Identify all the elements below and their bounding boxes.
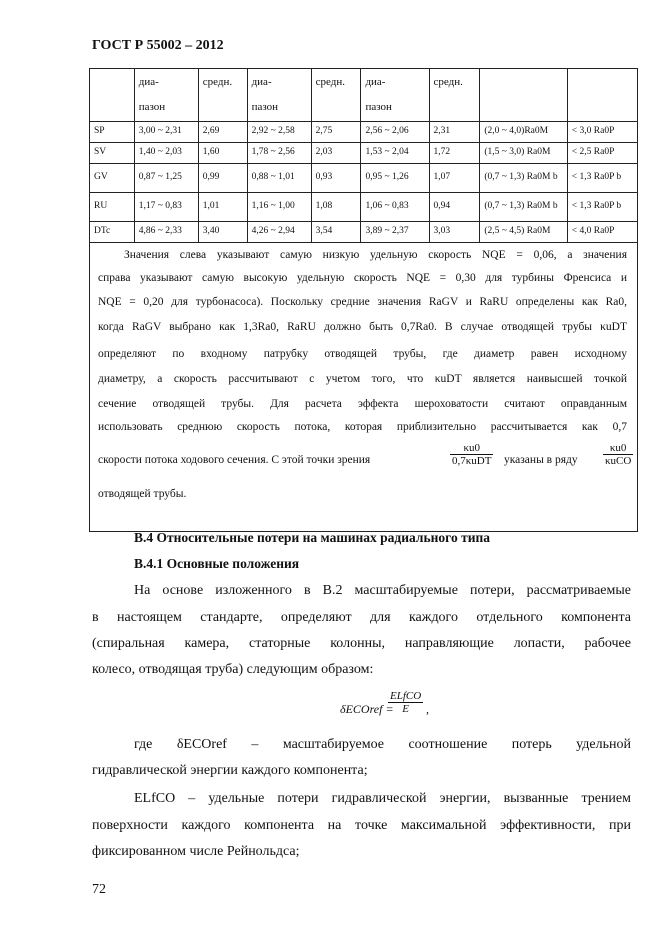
- range-cell: 4,86 ~ 2,33: [134, 222, 198, 243]
- mean-cell: 2,31: [429, 122, 480, 143]
- fraction-numerator: κu0: [603, 442, 633, 455]
- table-header-row: [90, 69, 638, 122]
- row-name: SV: [90, 143, 135, 164]
- fraction: [450, 442, 493, 467]
- note-line: указаны в ряду: [504, 454, 578, 466]
- table-row: [90, 143, 638, 164]
- range-cell: 0,87 ~ 1,25: [134, 164, 198, 193]
- range-cell: 0,95 ~ 1,26: [361, 164, 429, 193]
- page-number: 72: [92, 882, 106, 897]
- note-line: использовать среднюю скорость потока, которая приблизительно рассчитывается как 0,7: [98, 421, 627, 433]
- model-ra-cell: (1,5 ~ 3,0) Ra0M: [480, 143, 567, 164]
- header-cell-empty: [480, 69, 567, 122]
- range-cell: 4,26 ~ 2,94: [247, 222, 311, 243]
- table-row: [90, 122, 638, 143]
- mean-cell: 1,72: [429, 143, 480, 164]
- fraction-denominator: κuCO: [605, 455, 632, 467]
- range-cell: 1,06 ~ 0,83: [361, 193, 429, 222]
- range-cell: 1,17 ~ 0,83: [134, 193, 198, 222]
- fraction-denominator: 0,7κuDT: [452, 455, 492, 467]
- formula-comma: ,: [426, 702, 429, 716]
- table-row: [90, 164, 638, 193]
- model-ra-cell: (2,0 ~ 4,0)Ra0M: [480, 122, 567, 143]
- subsection-title: В.4.1 Основные положения: [134, 556, 300, 571]
- definition-line: фиксированном числе Рейнольдса;: [92, 844, 300, 859]
- header-cell: диа- пазон: [247, 69, 311, 122]
- range-cell: 1,53 ~ 2,04: [361, 143, 429, 164]
- paragraph-line: На основе изложенного в В.2 масштабируемые потери, рассматриваемые: [134, 583, 631, 598]
- mean-cell: 0,94: [429, 193, 480, 222]
- definition-line: где δECOref – масштабируемое соотношение потерь удельной: [134, 737, 631, 752]
- header-cell-empty: [567, 69, 637, 122]
- formula-denominator: E: [402, 703, 409, 715]
- roughness-table: [89, 68, 638, 532]
- model-ra-cell: (0,7 ~ 1,3) Ra0M b: [480, 164, 567, 193]
- mean-cell: 3,03: [429, 222, 480, 243]
- mean-cell: 0,93: [311, 164, 361, 193]
- header-cell-empty: [90, 69, 135, 122]
- note-line: сечение отводящей трубы. Для расчета эффекта шероховатости считают оправданным: [98, 398, 627, 410]
- range-cell: 1,40 ~ 2,03: [134, 143, 198, 164]
- formula-lhs: δECOref =: [340, 702, 394, 716]
- mean-cell: 2,75: [311, 122, 361, 143]
- section-title: В.4 Относительные потери на машинах радиального типа: [134, 530, 491, 545]
- header-cell: средн.: [198, 69, 247, 122]
- mean-cell: 1,01: [198, 193, 247, 222]
- table-note: [94, 244, 633, 530]
- note-line: скорости потока ходового сечения. С этой точки зрения: [98, 454, 371, 466]
- paragraph-line: колесо, отводящая труба) следующим образом:: [92, 662, 374, 677]
- fraction-numerator: κu0: [450, 442, 493, 455]
- note-line: когда RaGV выбрано как 1,3Ra0, RaRU должно быть 0,7Ra0. В случае отводящей трубы κuDT: [98, 321, 627, 333]
- mean-cell: 3,54: [311, 222, 361, 243]
- formula-numerator: ELfCO: [390, 690, 422, 702]
- note-line: NQE = 0,20 для турбонасоса). Поскольку средние значения RaGV и RaRU определены как Ra0,: [98, 296, 627, 308]
- fraction: [603, 442, 633, 467]
- header-cell: диа- пазон: [361, 69, 429, 122]
- model-ra-cell: (2,5 ~ 4,5) Ra0M: [480, 222, 567, 243]
- paragraph-line: (спиральная камера, статорные колонны, направляющие лопасти, рабочее: [92, 636, 631, 651]
- mean-cell: 0,99: [198, 164, 247, 193]
- model-ra-cell: (0,7 ~ 1,3) Ra0M b: [480, 193, 567, 222]
- table-note-cell: [90, 243, 638, 532]
- mean-cell: 1,07: [429, 164, 480, 193]
- prototype-ra-cell: < 3,0 Ra0P: [567, 122, 637, 143]
- mean-cell: 2,69: [198, 122, 247, 143]
- table-row: [90, 193, 638, 222]
- range-cell: 3,89 ~ 2,37: [361, 222, 429, 243]
- row-name: SP: [90, 122, 135, 143]
- row-name: RU: [90, 193, 135, 222]
- range-cell: 1,78 ~ 2,56: [247, 143, 311, 164]
- mean-cell: 2,03: [311, 143, 361, 164]
- range-cell: 2,56 ~ 2,06: [361, 122, 429, 143]
- note-line: отводящей трубы.: [98, 488, 187, 500]
- row-name: GV: [90, 164, 135, 193]
- paragraph-line: в настоящем стандарте, определяют для каждого отдельного компонента: [92, 610, 631, 625]
- document-header: ГОСТ Р 55002 – 2012: [92, 38, 224, 53]
- table-row: [90, 222, 638, 243]
- prototype-ra-cell: < 2,5 Ra0P: [567, 143, 637, 164]
- mean-cell: 1,08: [311, 193, 361, 222]
- prototype-ra-cell: < 1,3 Ra0P b: [567, 193, 637, 222]
- header-cell: диа- пазон: [134, 69, 198, 122]
- row-name: DTc: [90, 222, 135, 243]
- definition-line: поверхности каждого компонента на точке максимальной эффективности, при: [92, 818, 631, 833]
- note-line: справа указывают самую высокую удельную скорость NQE = 0,30 для турбины Френсиса и: [98, 272, 627, 284]
- range-cell: 2,92 ~ 2,58: [247, 122, 311, 143]
- header-cell: средн.: [429, 69, 480, 122]
- note-line: диаметру, а скорость рассчитывают с учетом того, что κuDT является наивысшей точкой: [98, 373, 627, 385]
- mean-cell: 3,40: [198, 222, 247, 243]
- formula-fraction: [388, 690, 423, 715]
- range-cell: 1,16 ~ 1,00: [247, 193, 311, 222]
- definition-line: гидравлической энергии каждого компонента;: [92, 763, 368, 778]
- table-note-row: [90, 243, 638, 532]
- definition-line: ELfCO – удельные потери гидравлической энергии, вызванные трением: [134, 791, 631, 806]
- prototype-ra-cell: < 1,3 Ra0P b: [567, 164, 637, 193]
- mean-cell: 1,60: [198, 143, 247, 164]
- header-cell: средн.: [311, 69, 361, 122]
- range-cell: 3,00 ~ 2,31: [134, 122, 198, 143]
- range-cell: 0,88 ~ 1,01: [247, 164, 311, 193]
- note-line: Значения слева указывают самую низкую удельную скорость NQE = 0,06, а значения: [124, 249, 627, 261]
- prototype-ra-cell: < 4,0 Ra0P: [567, 222, 637, 243]
- note-line: определяют по входному патрубку отводящей трубы, где диаметр равен исходному: [98, 348, 627, 360]
